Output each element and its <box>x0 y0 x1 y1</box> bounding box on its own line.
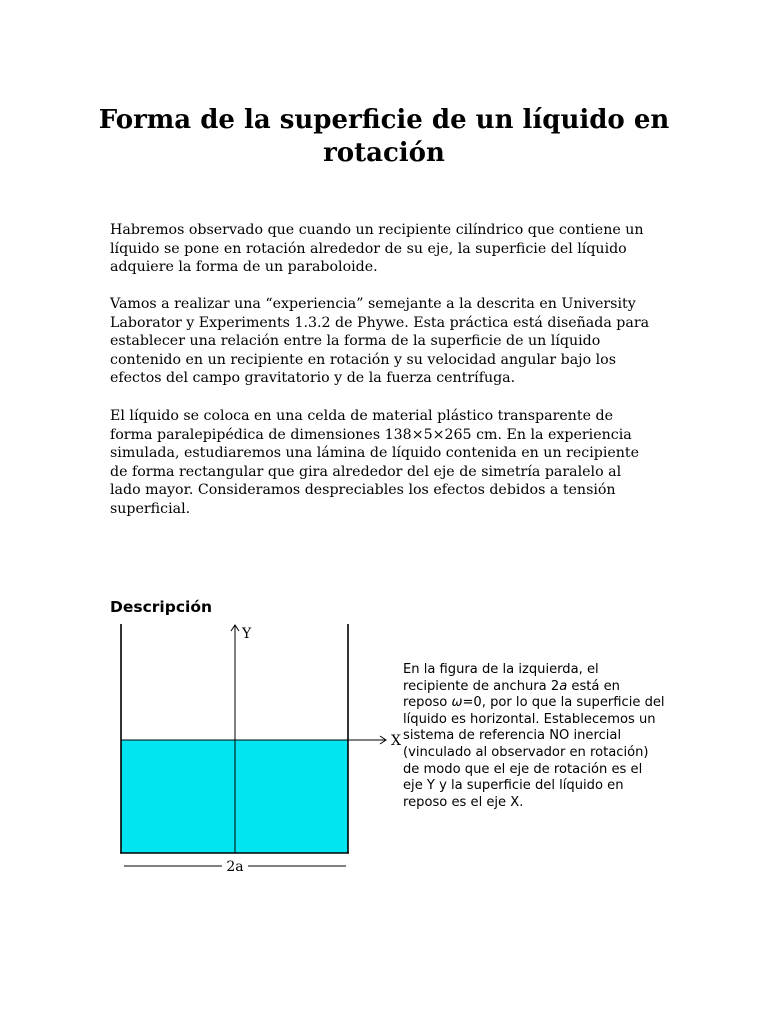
section-heading-descripcion: Descripción <box>110 598 213 616</box>
description-part2: está en reposo <box>403 678 620 711</box>
variable-omega: ω <box>451 695 463 711</box>
page-title: Forma de la superficie de un líquido en rotación <box>98 105 670 168</box>
description-part1: En la figura de la izquierda, el recipiente de anchura 2 <box>403 662 599 694</box>
description-part3: =0, por lo que la superficie del líquido es horizontal. Establecemos un sistema de referencia NO inercial (vinculado al observador en rotación) de modo que el eje de rotación es el eje Y y la superficie del líquido en reposo es el eje X. <box>403 695 665 810</box>
experiment-paragraph: Vamos a realizar una “experiencia” semejante a la descrita en University Laborator y Experiments 1.3.2 de Phywe. Esta práctica está diseñada para establecer una relación entre la forma de la superficie de un líquido contenido en un recipiente en rotación y su velocidad angular bajo los efectos del campo gravitatorio y de la fuerza centrífuga. <box>110 296 650 387</box>
description-text <box>403 662 665 811</box>
variable-a: a <box>559 678 568 694</box>
intro-paragraph: Habremos observado que cuando un recipiente cilíndrico que contiene un líquido se pone en rotación alrededor de su eje, la superficie del líquido adquiere la forma de un paraboloide. <box>110 222 644 276</box>
y-axis-label: Y <box>242 626 252 642</box>
width-label: 2a <box>226 859 244 875</box>
setup-paragraph: El líquido se coloca en una celda de material plástico transparente de forma paralepipédica de dimensiones 138×5×265 cm. En la experiencia simulada, estudiaremos una lámina de líquido contenida en un recipiente de forma rectangular que gira alrededor del eje de simetría paralelo al lado mayor. Consideramos despreciables los efectos debidos a tensión superficial. <box>110 408 639 517</box>
x-axis-label: X <box>391 733 401 749</box>
